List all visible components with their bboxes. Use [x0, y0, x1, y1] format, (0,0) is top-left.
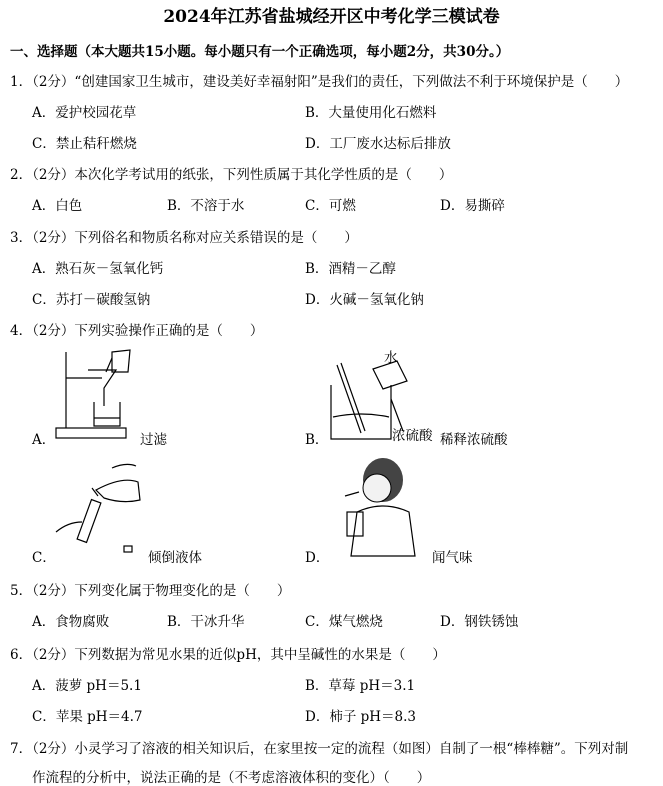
q5-option-a[interactable]: A．食物腐败: [32, 614, 110, 630]
question-4-stem: 4．（2分）下列实验操作正确的是（ ）: [10, 323, 264, 339]
q3-option-d[interactable]: D．火碱－氢氧化钠: [305, 292, 424, 308]
q4-caption-a: 过滤: [140, 432, 167, 448]
q2-option-a[interactable]: A．白色: [32, 198, 83, 214]
q5-option-d[interactable]: D．钢铁锈蚀: [440, 614, 519, 630]
q1-option-a[interactable]: A．爱护校园花草: [32, 105, 137, 121]
q4-caption-d: 闻气味: [432, 550, 473, 566]
question-7-stem: 7．（2分）小灵学习了溶液的相关知识后，在家里按一定的流程（如图）自制了一根“棒棒糖”。下列对制: [10, 741, 629, 757]
q2-option-b[interactable]: B．不溶于水: [167, 198, 245, 214]
q1-option-c[interactable]: C．禁止秸秆燃烧: [32, 136, 137, 152]
water-label: 水: [384, 350, 398, 366]
q3-option-a[interactable]: A．熟石灰－氢氧化钙: [32, 261, 164, 277]
q5-option-b[interactable]: B．干冰升华: [167, 614, 245, 630]
q6-option-d[interactable]: D．柿子 pH＝8.3: [305, 709, 416, 725]
q1-option-d[interactable]: D．工厂废水达标后排放: [305, 136, 451, 152]
q3-option-b[interactable]: B．酒精－乙醇: [305, 261, 396, 277]
section-heading: 一、选择题（本大题共15小题。每小题只有一个正确选项，每小题2分，共30分。）: [10, 44, 510, 60]
q4-caption-c: 倾倒液体: [148, 550, 202, 566]
q4-caption-b: 稀释浓硫酸: [440, 432, 508, 448]
q1-option-b[interactable]: B．大量使用化石燃料: [305, 105, 437, 121]
q4-option-c[interactable]: C．: [32, 550, 56, 566]
page-title: 2024年江苏省盐城经开区中考化学三模试卷: [163, 7, 500, 27]
question-3-stem: 3．（2分）下列俗名和物质名称对应关系错误的是（ ）: [10, 230, 358, 246]
q4-option-d[interactable]: D．: [305, 550, 330, 566]
question-2-stem: 2．（2分）本次化学考试用的纸张，下列性质属于其化学性质的是（ ）: [10, 167, 453, 183]
filtration-apparatus-image: [50, 348, 140, 444]
q2-option-c[interactable]: C．可燃: [305, 198, 356, 214]
q4-option-b[interactable]: B．: [305, 432, 329, 448]
q4-option-a[interactable]: A．: [32, 432, 56, 448]
question-7-stem-cont: 作流程的分析中，说法正确的是（不考虑溶液体积的变化）（ ）: [32, 770, 431, 786]
q3-option-c[interactable]: C．苏打－碳酸氢钠: [32, 292, 151, 308]
question-5-stem: 5．（2分）下列变化属于物理变化的是（ ）: [10, 583, 291, 599]
q6-option-b[interactable]: B．草莓 pH＝3.1: [305, 678, 416, 694]
question-1-stem: 1．（2分）“创建国家卫生城市，建设美好幸福射阳”是我们的责任，下列做法不利于环境保护是（ ）: [10, 74, 629, 90]
q6-option-c[interactable]: C．苹果 pH＝4.7: [32, 709, 143, 725]
q6-option-a[interactable]: A．菠萝 pH＝5.1: [32, 678, 142, 694]
question-6-stem: 6．（2分）下列数据为常见水果的近似pH，其中呈碱性的水果是（ ）: [10, 647, 446, 663]
pouring-liquid-image: [52, 460, 152, 556]
q2-option-d[interactable]: D．易撕碎: [440, 198, 505, 214]
q5-option-c[interactable]: C．煤气燃烧: [305, 614, 383, 630]
smelling-gas-image: [335, 456, 425, 558]
acid-label: 浓硫酸: [392, 428, 433, 444]
